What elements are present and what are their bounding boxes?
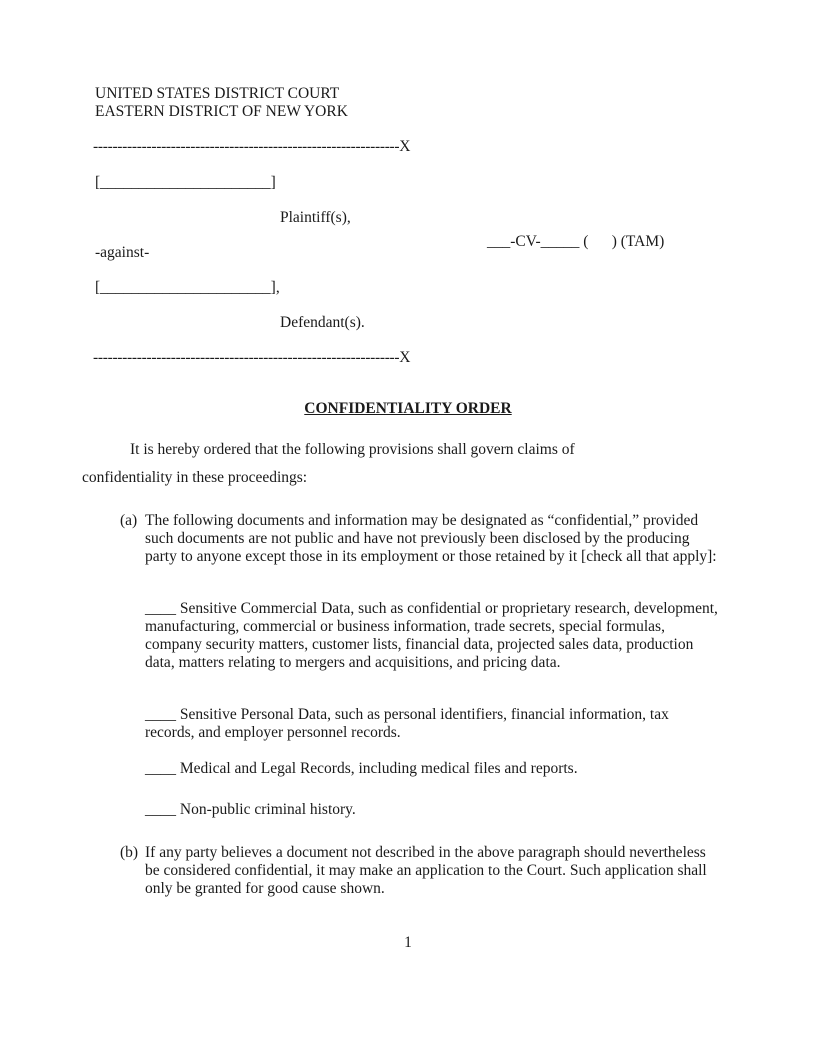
against-label: -against- [95, 244, 150, 261]
intro-line-2: confidentiality in these proceedings: [82, 469, 308, 486]
paragraph-a-text: The following documents and information may be designated as “confidential,” provided such documents are not public and have not previously been disclosed by the producing party to anyone except those in its employment or those retained by it [check all that apply]: [145, 512, 717, 565]
defendant-label: Defendant(s). [280, 314, 365, 331]
option-personal-data: ____ Sensitive Personal Data, such as personal identifiers, financial information, tax records, and employer personnel records. [145, 706, 669, 741]
paragraph-a-label: (a) [120, 512, 138, 529]
intro-line-1: It is hereby ordered that the following provisions shall govern claims of [130, 441, 575, 458]
page-number: 1 [404, 934, 412, 951]
plaintiff-name-blank: [______________________] [95, 174, 276, 191]
caption-divider-top: ---------------------------------------------------------------X [93, 138, 411, 155]
option-commercial-data: ____ Sensitive Commercial Data, such as confidential or proprietary research, development, manufacturing, commercial or business information, trade secrets, special formulas, company security matters, customer lists, financial data, projected sales data, production data, matters relating to mergers and acquisitions, and pricing data. [145, 600, 718, 671]
option-criminal-history: ____ Non-public criminal history. [145, 801, 356, 818]
option-medical-legal-records: ____ Medical and Legal Records, including medical files and reports. [145, 760, 578, 777]
court-line-1: UNITED STATES DISTRICT COURT [95, 85, 340, 102]
document-title: CONFIDENTIALITY ORDER [304, 400, 512, 417]
court-name [95, 85, 348, 121]
caption-divider-bottom: ---------------------------------------------------------------X [93, 349, 411, 366]
plaintiff-label: Plaintiff(s), [280, 209, 351, 226]
case-number: ___-CV-_____ ( ) (TAM) [487, 233, 665, 250]
paragraph-b-label: (b) [120, 844, 139, 861]
paragraph-b-text: If any party believes a document not described in the above paragraph should nevertheless be considered confidential, it may make an application to the Court. Such application shall only be granted for good cause shown. [145, 844, 707, 897]
paragraph-b [120, 844, 720, 898]
defendant-name-blank: [______________________], [95, 279, 280, 296]
court-line-2: EASTERN DISTRICT OF NEW YORK [95, 103, 348, 120]
paragraph-a [120, 512, 720, 566]
